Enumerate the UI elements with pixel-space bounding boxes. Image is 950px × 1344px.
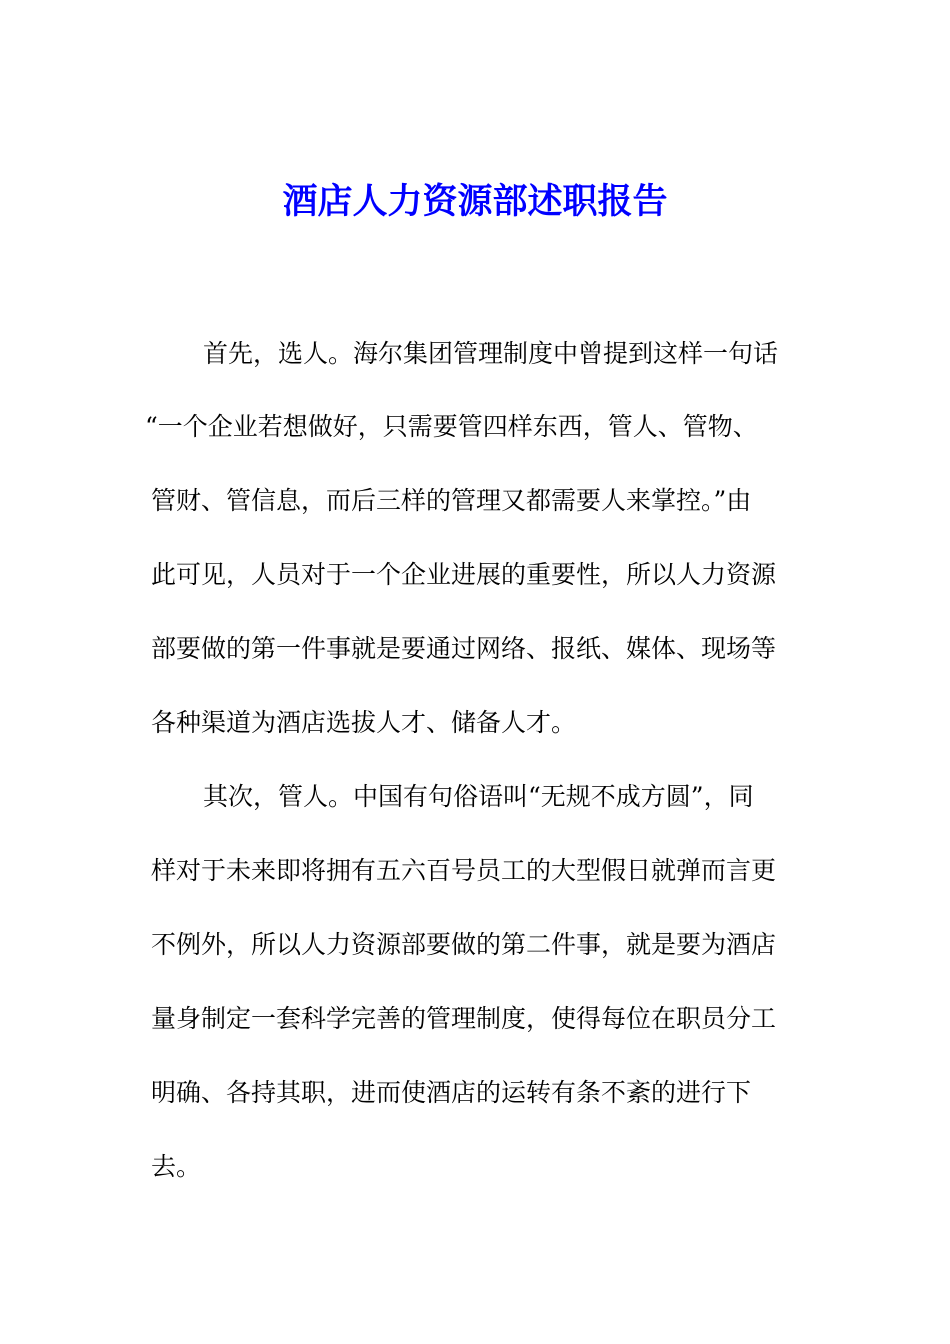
paragraph-2-line-5: 明确、各持其职，进而使酒店的运转有条不紊的进行下 xyxy=(151,1078,752,1107)
paragraph-2-line-3: 不例外，所以人力资源部要做的第二件事，就是要为酒店 xyxy=(151,930,777,959)
paragraph-1-line-2: “一个企业若想做好，只需要管四样东西，管人、管物、 xyxy=(145,412,758,441)
paragraph-2-line-2: 样对于未来即将拥有五六百号员工的大型假日就弹而言更 xyxy=(151,856,777,885)
paragraph-1-line-5: 部要做的第一件事就是要通过网络、报纸、媒体、现场等 xyxy=(151,634,777,663)
paragraph-1-line-1: 首先，选人。海尔集团管理制度中曾提到这样一句话 xyxy=(203,339,779,368)
paragraph-2-line-6: 去。 xyxy=(151,1152,202,1181)
paragraph-1-line-3: 管财、管信息，而后三样的管理又都需要人来掌控。”由 xyxy=(151,486,752,515)
paragraph-1-line-4: 此可见，人员对于一个企业进展的重要性，所以人力资源 xyxy=(151,560,777,589)
paragraph-2-line-1: 其次，管人。中国有句俗语叫“无规不成方圆”，同 xyxy=(203,782,754,811)
paragraph-2-line-4: 量身制定一套科学完善的管理制度，使得每位在职员分工 xyxy=(151,1004,777,1033)
document-title: 酒店人力资源部述职报告 xyxy=(282,181,668,222)
paragraph-1-line-6: 各种渠道为酒店选拔人才、储备人才。 xyxy=(151,708,577,737)
